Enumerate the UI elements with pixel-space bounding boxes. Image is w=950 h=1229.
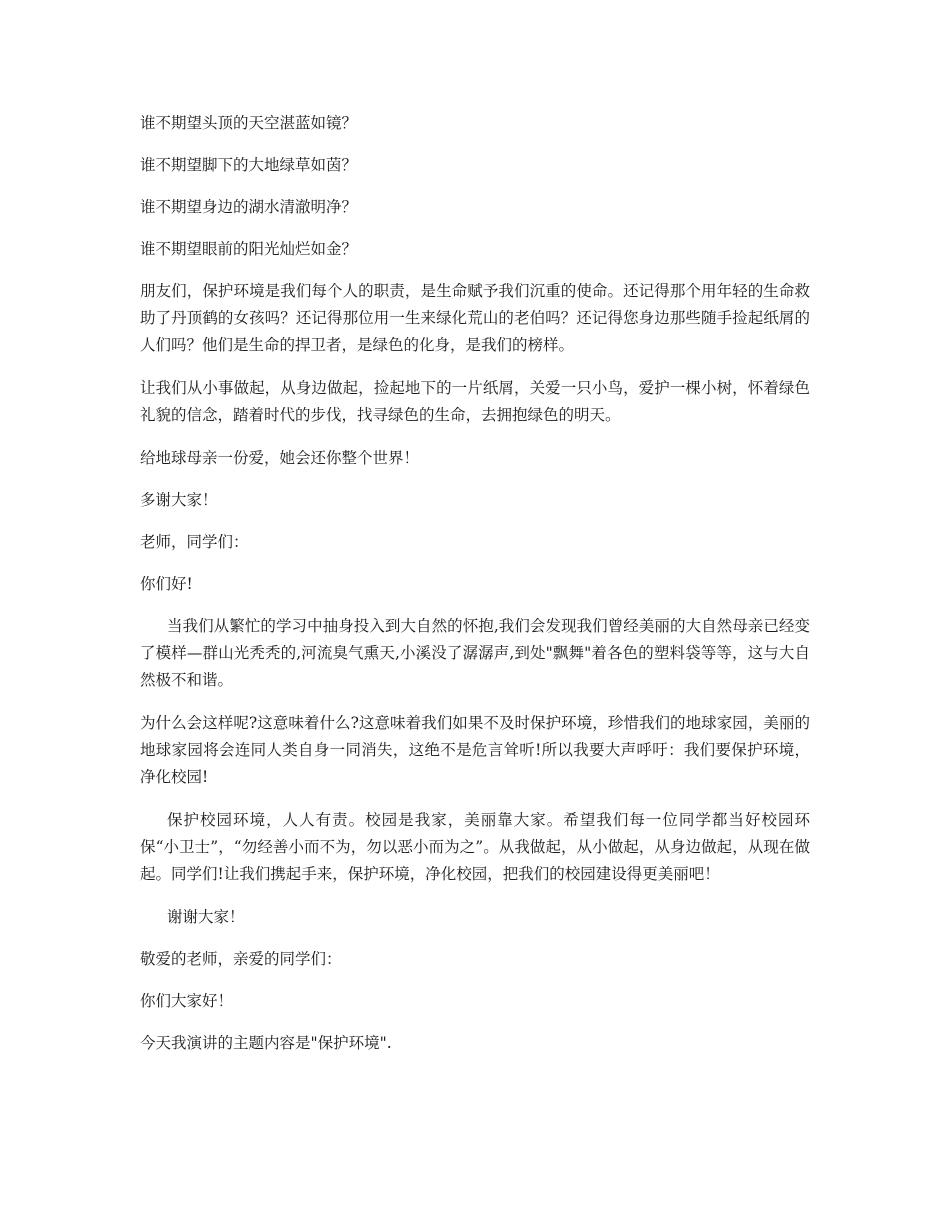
document-body xyxy=(140,110,810,1072)
paragraph-8: 多谢大家！ xyxy=(140,491,218,509)
paragraph-15: 敬爱的老师，亲爱的同学们： xyxy=(140,950,342,968)
paragraph-17: 今天我演讲的主题内容是"保护环境". xyxy=(140,1034,392,1052)
paragraph-12: 为什么会这样呢?这意味着什么?这意味着我们如果不及时保护环境，珍惜我们的地球家园，美丽的地球家园将会连同人类自身一同消失，这绝不是危言耸听!所以我要大声呼吁：我们要保护环境，净化校园! xyxy=(140,714,810,786)
paragraph-11: 当我们从繁忙的学习中抽身投入到大自然的怀抱,我们会发现我们曾经美丽的大自然母亲已经变了模样—群山光秃秃的,河流臭气熏天,小溪没了潺潺声,到处"飘舞"着各色的塑料袋等等，这与大自然极不和谐。 xyxy=(140,617,810,689)
paragraph-7: 给地球母亲一份爱，她会还你整个世界！ xyxy=(140,449,420,467)
paragraph-2: 谁不期望脚下的大地绿草如茵？ xyxy=(140,156,358,174)
paragraph-6: 让我们从小事做起，从身边做起，捡起地下的一片纸屑，关爱一只小鸟，爱护一棵小树，怀着绿色礼貌的信念，踏着时代的步伐，找寻绿色的生命，去拥抱绿色的明天。 xyxy=(140,379,810,424)
paragraph-3: 谁不期望身边的湖水清澈明净？ xyxy=(140,198,358,216)
paragraph-10: 你们好! xyxy=(140,575,193,593)
paragraph-4: 谁不期望眼前的阳光灿烂如金？ xyxy=(140,240,358,258)
paragraph-13: 保护校园环境，人人有责。校园是我家，美丽靠大家。希望我们每一位同学都当好校园环保“小卫士”，“勿经善小而不为，勿以恶小而为之”。从我做起，从小做起，从身边做起，从现在做起。同学们!让我们携起手来，保护环境，净化校园，把我们的校园建设得更美丽吧！ xyxy=(140,811,810,883)
paragraph-5: 朋友们，保护环境是我们每个人的职责，是生命赋予我们沉重的使命。还记得那个用年轻的生命救助了丹顶鹤的女孩吗？还记得那位用一生来绿化荒山的老伯吗？还记得您身边那些随手捡起纸屑的人们吗？他们是生命的捍卫者，是绿色的化身，是我们的榜样。 xyxy=(140,282,810,354)
paragraph-9: 老师，同学们： xyxy=(140,533,249,551)
paragraph-14: 谢谢大家！ xyxy=(167,908,245,926)
paragraph-16: 你们大家好！ xyxy=(140,992,234,1010)
paragraph-1: 谁不期望头顶的天空湛蓝如镜？ xyxy=(140,114,358,132)
